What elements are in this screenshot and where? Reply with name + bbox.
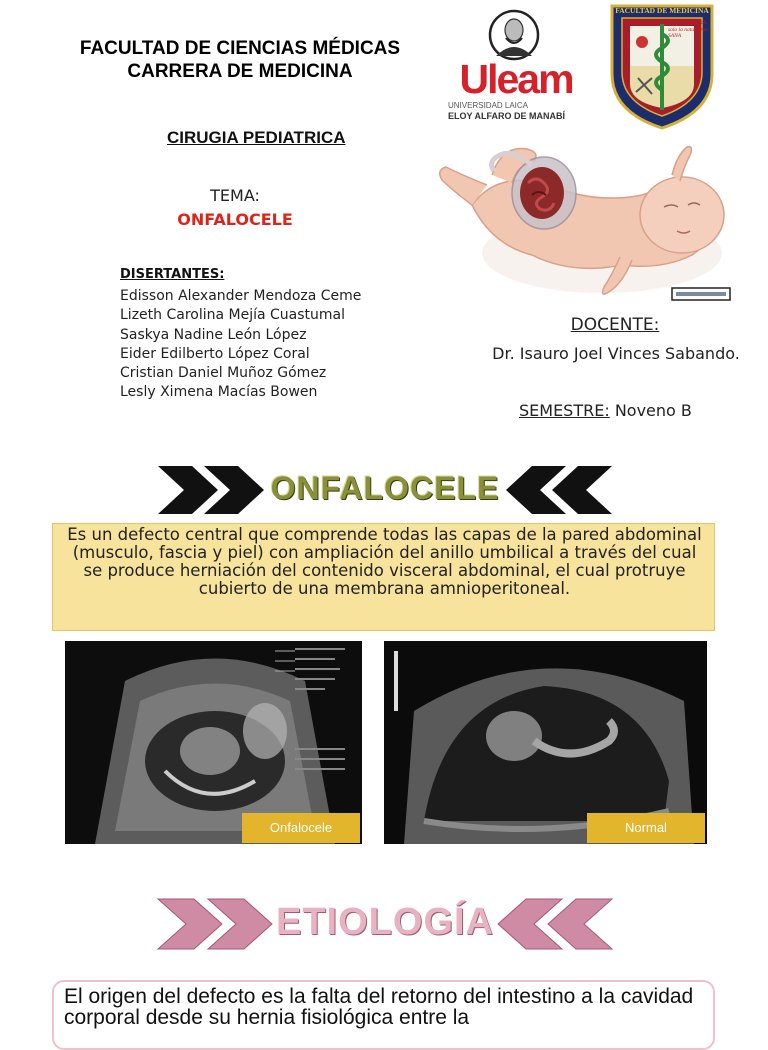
list-item: Eider Edilberto López Coral (120, 345, 310, 362)
image-label: Normal (587, 813, 705, 843)
docente-label: DOCENTE: (570, 315, 660, 335)
onfalocele-heading (140, 460, 630, 520)
definition-box (52, 523, 715, 631)
semestre-value: Noveno B (614, 401, 692, 420)
docente-name: Dr. Isauro Joel Vinces Sabando. (492, 344, 740, 363)
baby-omphalocele-illustration (432, 135, 737, 305)
etiologia-box (52, 980, 715, 1050)
etiologia-heading (150, 893, 620, 955)
ultrasound-normal-image (384, 641, 707, 844)
list-item: Cristian Daniel Muñoz Gómez (120, 365, 327, 382)
crest-quote: El médico CURA, solo la naturaleza SANA (668, 20, 708, 39)
faculty-crest (608, 4, 716, 130)
crest-title: FACULTAD DE MEDICINA (615, 6, 709, 15)
list-item: Saskya Nadine León López (120, 326, 307, 343)
faculty-title (30, 37, 450, 83)
semestre (519, 401, 692, 420)
disertantes-title: DISERTANTES: (120, 267, 225, 282)
career-name: CARRERA DE MEDICINA (127, 61, 353, 82)
disertantes-list (120, 287, 361, 403)
etiologia-text: El origen del defecto es la falta del retorno del intestino a la cavidad corporal desde su hernia fisiológica entre la (64, 985, 694, 1029)
list-item: Edisson Alexander Mendoza Ceme (120, 288, 362, 304)
list-item: Lesly Ximena Macías Bowen (120, 384, 318, 401)
uleam-subtitle-bold: ELOY ALFARO DE MANABÍ (448, 111, 566, 121)
ultrasound-omphalocele-image (65, 641, 362, 844)
section-heading: ETIOLOGÍA (276, 901, 494, 943)
tema-value: ONFALOCELE (177, 210, 293, 229)
course-title: CIRUGIA PEDIATRICA (167, 128, 346, 147)
list-item: Lizeth Carolina Mejía Cuastumal (120, 307, 346, 324)
uleam-subtitle: UNIVERSIDAD LAICA (448, 101, 529, 110)
image-label: Onfalocele (242, 813, 360, 843)
uleam-wordmark: Uleam (459, 56, 573, 102)
section-heading: ONFALOCELE (270, 470, 500, 506)
tema-label: TEMA: (210, 186, 260, 205)
uleam-logo (446, 8, 586, 120)
definition-text: Es un defecto central que comprende todas las capas de la pared abdominal (musculo, fascia y piel) con ampliación del anillo umbilical a través del cual se produce herniación del contenido visceral abdominal, el cual protruye cubierto de una membrana amnioperitoneal. (67, 525, 702, 598)
faculty-name: FACULTAD DE CIENCIAS MÉDICAS (79, 38, 401, 59)
semestre-label: SEMESTRE: (519, 401, 610, 420)
